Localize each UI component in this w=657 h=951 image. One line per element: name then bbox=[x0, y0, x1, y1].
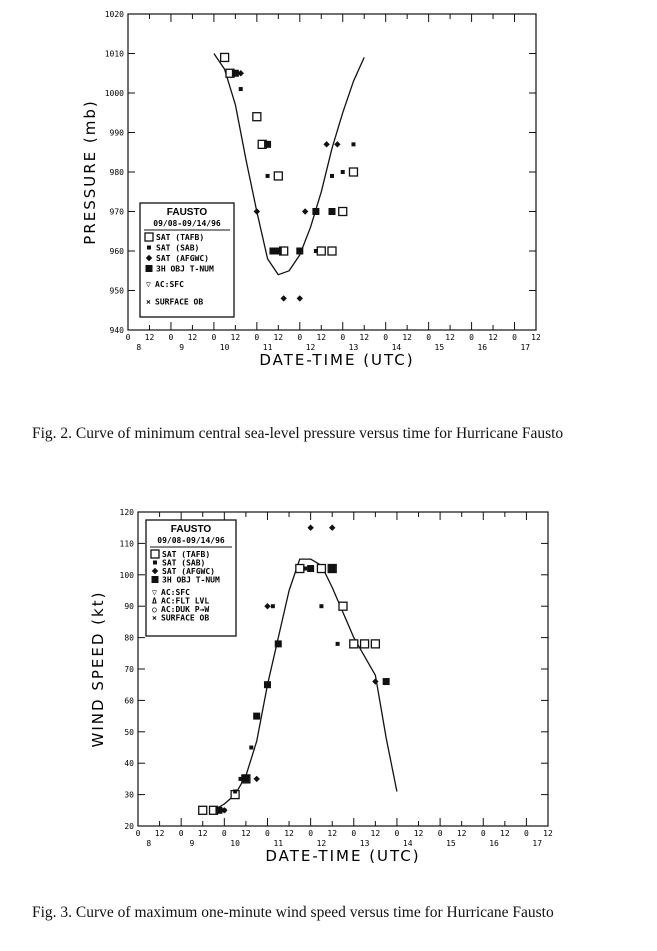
legend-entry: AC:SFC bbox=[155, 280, 184, 289]
x-tick-hour-label: 0 bbox=[178, 829, 184, 838]
x-tick-hour-label: 12 bbox=[327, 829, 338, 838]
x-tick-day-label: 13 bbox=[348, 343, 359, 352]
legend-symbol bbox=[153, 561, 157, 565]
data-point bbox=[275, 248, 282, 255]
legend-symbol bbox=[145, 233, 153, 241]
y-tick-label: 80 bbox=[124, 633, 134, 643]
y-tick-label: 960 bbox=[109, 247, 124, 256]
x-tick-day-label: 16 bbox=[477, 343, 488, 352]
data-point bbox=[341, 170, 345, 174]
legend-dates: 09/08-09/14/96 bbox=[157, 536, 225, 545]
legend-entry: SAT (AFGWC) bbox=[162, 567, 215, 576]
data-point bbox=[371, 640, 379, 648]
x-tick-hour-label: 0 bbox=[469, 333, 474, 342]
x-tick-day-label: 9 bbox=[189, 839, 195, 848]
x-tick-hour-label: 12 bbox=[531, 333, 541, 342]
x-tick-day-label: 10 bbox=[219, 343, 230, 352]
y-tick-label: 1010 bbox=[104, 49, 124, 59]
data-point bbox=[317, 565, 325, 573]
legend-symbol: × bbox=[152, 613, 157, 623]
y-tick-label: 990 bbox=[109, 128, 124, 138]
legend-symbol: ▽ bbox=[152, 588, 157, 597]
x-tick-hour-label: 0 bbox=[480, 829, 486, 838]
legend-entry: SAT (TAFB) bbox=[162, 550, 211, 559]
x-tick-hour-label: 12 bbox=[273, 333, 284, 342]
x-tick-day-label: 8 bbox=[146, 839, 152, 848]
data-point bbox=[383, 678, 390, 685]
x-tick-hour-label: 0 bbox=[254, 333, 260, 342]
data-point bbox=[329, 565, 336, 572]
data-point bbox=[274, 172, 282, 180]
data-point bbox=[253, 776, 259, 782]
y-tick-label: 120 bbox=[119, 508, 134, 517]
x-tick-hour-label: 0 bbox=[297, 333, 303, 342]
x-axis-title: DATE-TIME (UTC) bbox=[259, 351, 415, 369]
data-point bbox=[264, 141, 271, 148]
x-tick-hour-label: 12 bbox=[144, 333, 155, 342]
data-point bbox=[317, 247, 325, 255]
x-tick-hour-label: 12 bbox=[445, 333, 455, 342]
data-point bbox=[254, 208, 260, 214]
pressure-chart bbox=[0, 0, 657, 420]
x-tick-hour-label: 0 bbox=[394, 829, 400, 838]
data-point bbox=[297, 295, 303, 301]
legend-entry: AC:SFC bbox=[161, 588, 190, 597]
data-point bbox=[215, 807, 222, 814]
x-tick-hour-label: 0 bbox=[351, 829, 357, 838]
y-axis-title: PRESSURE (mb) bbox=[81, 99, 99, 245]
legend-symbol bbox=[151, 550, 159, 558]
data-point bbox=[239, 87, 243, 91]
legend-symbol: ▽ bbox=[146, 280, 151, 289]
x-tick-day-label: 13 bbox=[359, 839, 370, 848]
data-point bbox=[264, 681, 271, 688]
data-point bbox=[350, 640, 358, 648]
x-tick-hour-label: 12 bbox=[241, 829, 251, 838]
x-tick-day-label: 11 bbox=[273, 839, 284, 848]
data-point bbox=[249, 746, 253, 750]
x-tick-day-label: 16 bbox=[489, 839, 499, 848]
y-tick-label: 950 bbox=[109, 286, 124, 296]
legend-dates: 09/08-09/14/96 bbox=[153, 219, 221, 228]
y-tick-label: 20 bbox=[124, 822, 134, 831]
data-point bbox=[312, 208, 319, 215]
y-tick-label: 50 bbox=[124, 727, 134, 737]
x-tick-hour-label: 0 bbox=[135, 829, 141, 838]
data-point bbox=[329, 208, 336, 215]
x-tick-hour-label: 0 bbox=[340, 333, 346, 342]
best-track-curve bbox=[214, 559, 397, 810]
y-tick-label: 70 bbox=[124, 665, 134, 674]
x-tick-hour-label: 12 bbox=[359, 333, 370, 342]
legend-symbol: ○ bbox=[152, 605, 157, 614]
data-point bbox=[242, 775, 249, 782]
data-point bbox=[323, 141, 329, 147]
data-point bbox=[239, 777, 243, 781]
legend-symbol: Δ bbox=[152, 596, 157, 606]
legend-entry: SAT (SAB) bbox=[156, 243, 200, 253]
x-tick-hour-label: 12 bbox=[154, 829, 165, 838]
y-tick-label: 970 bbox=[109, 207, 124, 217]
x-tick-hour-label: 0 bbox=[168, 333, 174, 342]
data-point bbox=[319, 604, 323, 608]
legend-symbol bbox=[152, 576, 159, 583]
x-tick-hour-label: 12 bbox=[500, 829, 510, 838]
x-tick-hour-label: 12 bbox=[543, 829, 553, 838]
pressure-figure bbox=[0, 0, 657, 470]
x-tick-hour-label: 12 bbox=[197, 829, 208, 838]
legend-entry: 3H OBJ T-NUM bbox=[162, 575, 220, 585]
wind-figure bbox=[0, 490, 657, 950]
y-tick-label: 980 bbox=[109, 168, 124, 177]
x-tick-day-label: 14 bbox=[391, 343, 402, 352]
data-point bbox=[264, 603, 270, 609]
x-tick-day-label: 14 bbox=[402, 839, 413, 848]
data-point bbox=[266, 174, 270, 178]
y-tick-label: 30 bbox=[124, 790, 134, 800]
data-point bbox=[351, 142, 355, 146]
x-tick-day-label: 8 bbox=[136, 343, 142, 352]
data-point bbox=[307, 525, 313, 531]
y-tick-label: 1020 bbox=[104, 10, 124, 19]
x-tick-hour-label: 0 bbox=[383, 333, 389, 342]
data-point bbox=[349, 168, 357, 176]
x-tick-hour-label: 12 bbox=[187, 333, 198, 342]
data-point bbox=[307, 565, 314, 572]
best-track-curve bbox=[214, 54, 364, 275]
x-tick-day-label: 15 bbox=[446, 839, 456, 848]
data-point bbox=[303, 567, 307, 571]
legend-entry: SURFACE OB bbox=[161, 613, 210, 623]
x-tick-day-label: 17 bbox=[532, 839, 543, 848]
legend-title: FAUSTO bbox=[170, 524, 212, 535]
x-tick-day-label: 12 bbox=[316, 839, 327, 848]
legend-entry: SAT (SAB) bbox=[162, 558, 206, 568]
pressure-caption: Fig. 2. Curve of minimum central sea-level pressure versus time for Hurricane Fausto bbox=[32, 425, 564, 442]
x-tick-hour-label: 12 bbox=[488, 333, 498, 342]
x-tick-hour-label: 0 bbox=[125, 333, 131, 342]
data-point bbox=[302, 208, 308, 214]
data-point bbox=[199, 806, 207, 814]
data-point bbox=[339, 208, 347, 216]
x-tick-hour-label: 12 bbox=[316, 333, 327, 342]
data-point bbox=[329, 525, 335, 531]
x-tick-day-label: 12 bbox=[305, 343, 316, 352]
legend-entry: AC:DUK P→W bbox=[161, 605, 210, 614]
x-tick-day-label: 11 bbox=[262, 343, 273, 352]
data-point bbox=[271, 604, 275, 608]
data-point bbox=[339, 602, 347, 610]
legend-entry: SAT (TAFB) bbox=[156, 233, 205, 242]
x-tick-day-label: 17 bbox=[520, 343, 531, 352]
data-point bbox=[361, 640, 369, 648]
x-tick-hour-label: 12 bbox=[456, 829, 467, 838]
x-tick-hour-label: 12 bbox=[413, 829, 424, 838]
x-tick-hour-label: 0 bbox=[524, 829, 529, 838]
data-point bbox=[221, 53, 229, 61]
legend-title: FAUSTO bbox=[166, 207, 208, 218]
data-point bbox=[280, 295, 286, 301]
legend-symbol: × bbox=[146, 297, 151, 307]
x-tick-hour-label: 0 bbox=[308, 829, 314, 838]
legend-symbol bbox=[147, 246, 151, 250]
x-tick-day-label: 10 bbox=[230, 839, 240, 848]
y-axis-title: WIND SPEED (kt) bbox=[89, 590, 107, 748]
x-tick-hour-label: 0 bbox=[437, 829, 443, 838]
data-point bbox=[330, 174, 334, 178]
legend-entry: 3H OBJ T-NUM bbox=[156, 264, 214, 274]
y-tick-label: 110 bbox=[119, 539, 134, 549]
x-tick-hour-label: 0 bbox=[221, 829, 227, 838]
y-tick-label: 60 bbox=[124, 696, 134, 706]
legend-entry: AC:FLT LVL bbox=[161, 596, 210, 606]
y-tick-label: 940 bbox=[109, 326, 124, 335]
x-tick-hour-label: 0 bbox=[426, 333, 432, 342]
data-point bbox=[296, 565, 304, 573]
y-tick-label: 40 bbox=[124, 759, 134, 769]
data-point bbox=[253, 713, 260, 720]
data-point bbox=[336, 642, 340, 646]
data-point bbox=[314, 249, 318, 253]
y-tick-label: 100 bbox=[119, 570, 134, 580]
data-point bbox=[296, 248, 303, 255]
data-point bbox=[233, 789, 237, 793]
wind-caption: Fig. 3. Curve of maximum one-minute wind speed versus time for Hurricane Fausto bbox=[32, 904, 554, 921]
x-axis-title: DATE-TIME (UTC) bbox=[265, 847, 421, 865]
x-tick-day-label: 15 bbox=[434, 343, 445, 352]
y-tick-label: 1000 bbox=[104, 89, 124, 98]
data-point bbox=[328, 247, 336, 255]
x-tick-hour-label: 12 bbox=[230, 333, 241, 342]
x-tick-hour-label: 12 bbox=[370, 829, 381, 838]
wind-chart bbox=[0, 490, 657, 900]
legend-entry: SURFACE OB bbox=[155, 297, 204, 307]
data-point bbox=[334, 141, 340, 147]
y-tick-label: 90 bbox=[124, 602, 134, 612]
data-point bbox=[253, 113, 261, 121]
x-tick-hour-label: 12 bbox=[284, 829, 294, 838]
data-point bbox=[372, 678, 378, 684]
x-tick-hour-label: 0 bbox=[512, 333, 517, 342]
data-point bbox=[275, 640, 282, 647]
legend-entry: SAT (AFGWC) bbox=[156, 254, 209, 263]
data-point bbox=[232, 70, 239, 77]
legend-symbol bbox=[146, 265, 153, 272]
x-tick-hour-label: 0 bbox=[265, 829, 270, 838]
x-tick-hour-label: 0 bbox=[211, 333, 217, 342]
x-tick-day-label: 9 bbox=[179, 343, 185, 352]
x-tick-hour-label: 12 bbox=[402, 333, 412, 342]
